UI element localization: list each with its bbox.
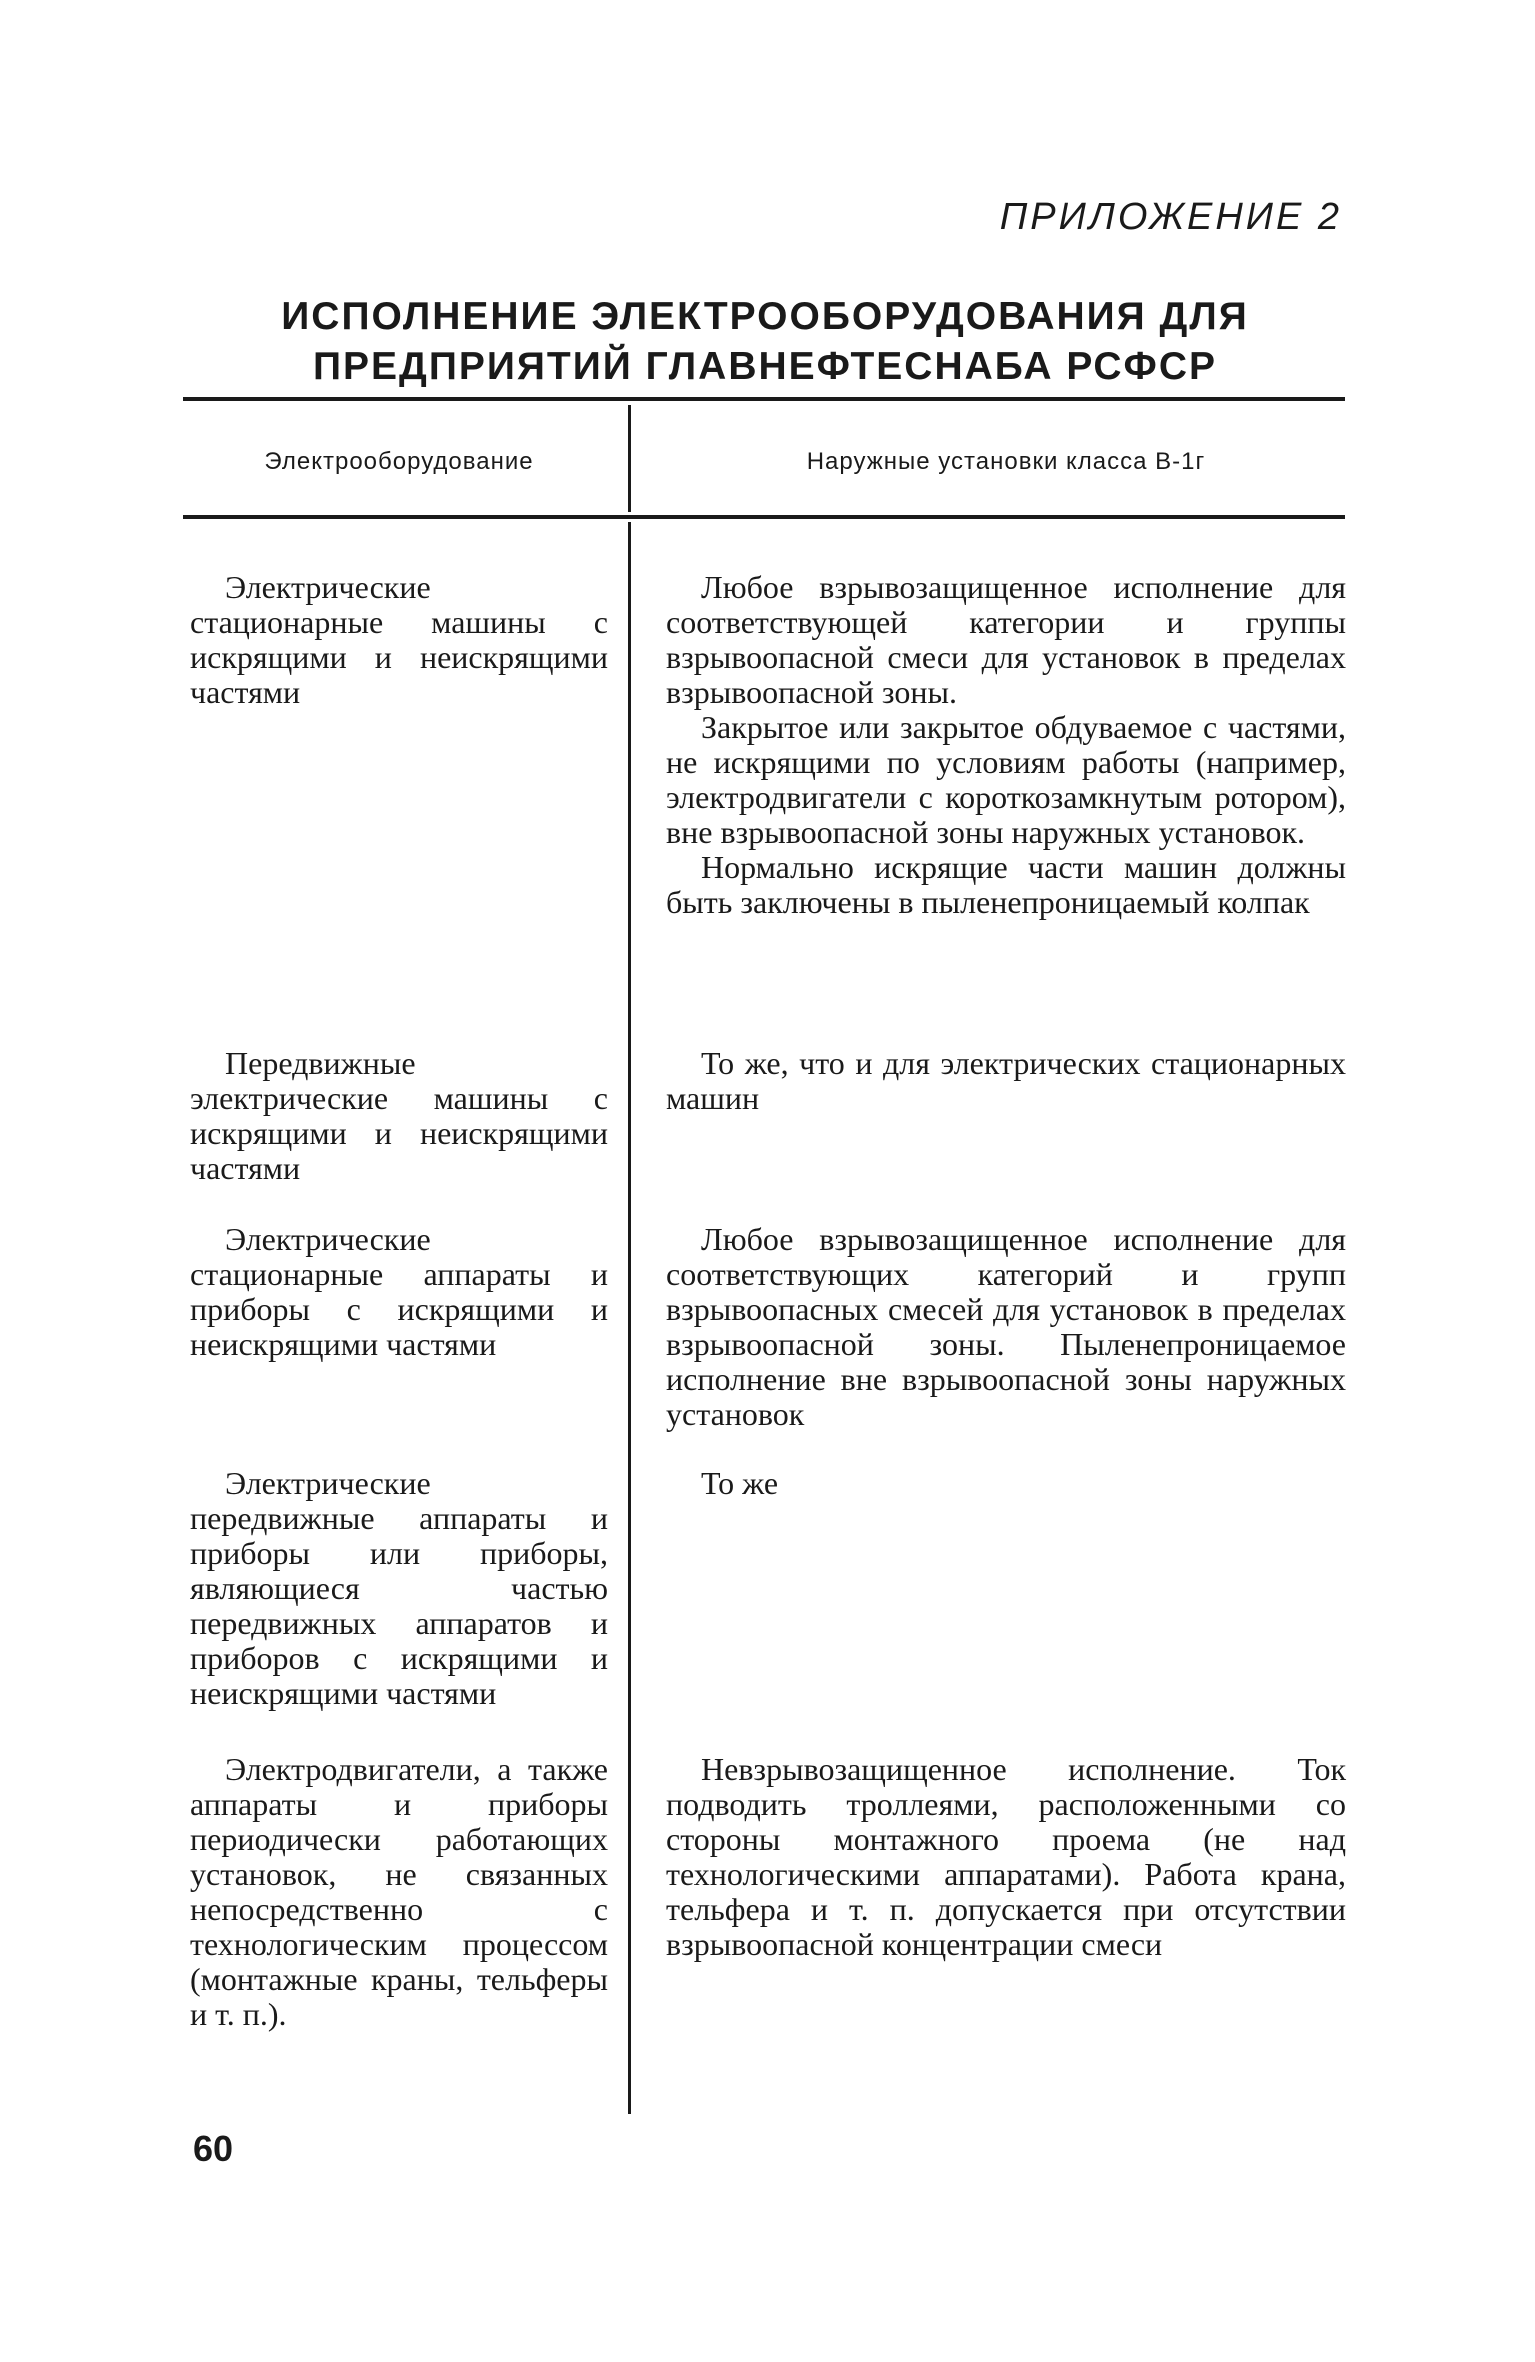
page-number: 60 bbox=[193, 2128, 234, 2169]
header-equipment: Электрооборудование bbox=[264, 448, 534, 475]
cell-paragraph: Любое взрывозащищенное исполнение для соответствующих категорий и групп взрывоопасных смесей для установок в пределах взрывоопасной зоны. Пыленепроницаемое исполнение вне взрывоопасной зоны наружных установок bbox=[666, 1221, 1346, 1432]
cell-text: Электрические стационарные аппараты и приборы с искрящими и неискрящими частями bbox=[190, 1221, 608, 1362]
cell-text: Электродвигатели, а также аппараты и приборы периодически работающих установок, не связанных непосредственно с технологическим процессом (монтажные краны, тельферы и т. п.). bbox=[190, 1751, 608, 2032]
table-row-1-equipment bbox=[190, 570, 608, 710]
table-row-2-equipment bbox=[190, 1046, 608, 1186]
cell-paragraph: Любое взрывозащищенное исполнение для соответствующей категории и группы взрывоопасной смеси для установок в пределах взрывоопасной зоны. bbox=[666, 569, 1346, 710]
table-header-rule bbox=[183, 515, 1345, 519]
table-row-1-outdoor bbox=[666, 570, 1346, 920]
table-row-3-equipment bbox=[190, 1222, 608, 1362]
page-title bbox=[180, 292, 1350, 392]
table-row-4-outdoor bbox=[666, 1466, 1346, 1501]
cell-paragraph: То же, что и для электрических стационарных машин bbox=[666, 1045, 1346, 1116]
appendix-label: ПРИЛОЖЕНИЕ 2 bbox=[999, 196, 1342, 238]
title-line-2: ПРЕДПРИЯТИЙ ГЛАВНЕФТЕСНАБА РСФСР bbox=[312, 345, 1218, 388]
cell-paragraph: То же bbox=[701, 1465, 779, 1501]
table-top-rule bbox=[183, 397, 1345, 401]
table-row-4-equipment bbox=[190, 1466, 608, 1711]
header-divider bbox=[628, 405, 631, 512]
column-divider bbox=[628, 522, 631, 2114]
table-row-3-outdoor bbox=[666, 1222, 1346, 1432]
cell-text: Передвижные электрические машины с искрящими и неискрящими частями bbox=[190, 1045, 608, 1186]
cell-paragraph: Нормально искрящие части машин должны быть заключены в пыленепроницаемый колпак bbox=[666, 849, 1346, 920]
table-row-5-outdoor bbox=[666, 1752, 1346, 1962]
table-row-5-equipment bbox=[190, 1752, 608, 2032]
cell-paragraph: Закрытое или закрытое обдуваемое с частями, не искрящими по условиям работы (например, электродвигатели с короткозамкнутым ротором), вне взрывоопасной зоны наружных установок. bbox=[666, 709, 1346, 850]
cell-text: Электрические стационарные машины с искрящими и неискрящими частями bbox=[190, 569, 608, 710]
cell-text: Электрические передвижные аппараты и приборы или приборы, являющиеся частью передвижных аппаратов и приборов с искрящими и неискрящими частями bbox=[190, 1465, 608, 1711]
header-outdoor: Наружные установки класса В-1г bbox=[806, 448, 1206, 475]
table-row-2-outdoor bbox=[666, 1046, 1346, 1116]
title-line-1: ИСПОЛНЕНИЕ ЭЛЕКТРООБОРУДОВАНИЯ ДЛЯ bbox=[281, 295, 1249, 338]
cell-paragraph: Невзрывозащищенное исполнение. Ток подводить троллеями, расположенными со стороны монтажного проема (не над технологическими аппаратами). Работа крана, тельфера и т. п. допускается при отсутствии взрывоопасной концентрации смеси bbox=[666, 1751, 1346, 1962]
